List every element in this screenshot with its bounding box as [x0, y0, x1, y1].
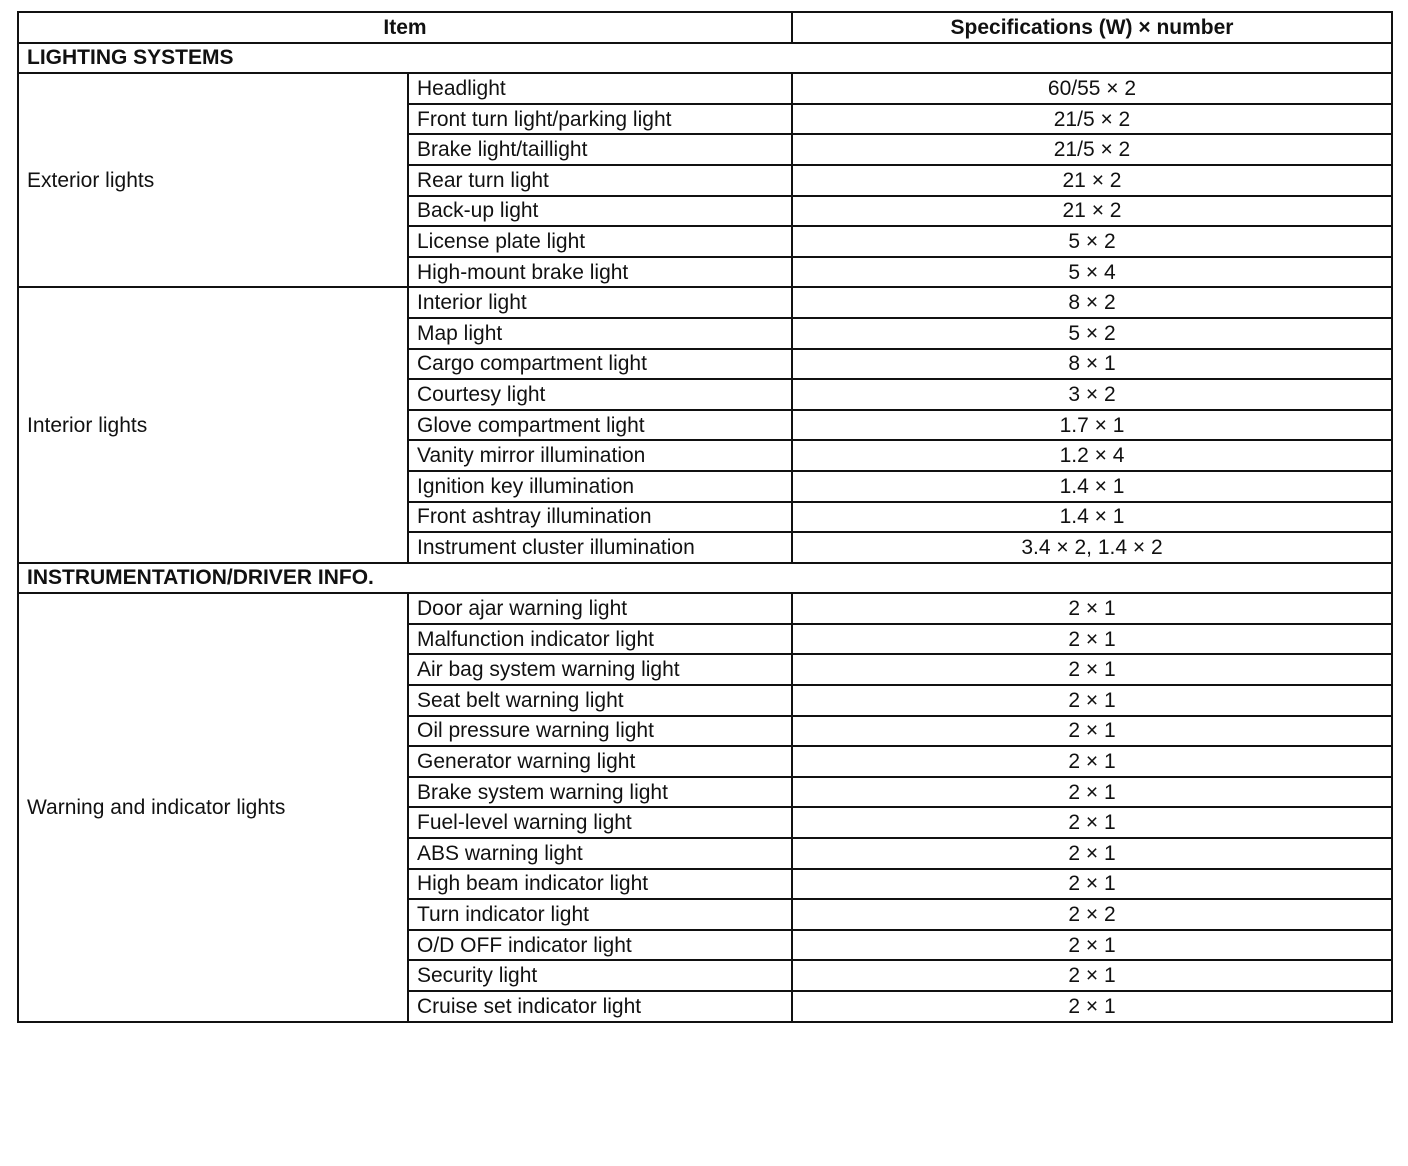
header-row — [18, 12, 1392, 43]
item-cell: Oil pressure warning light — [408, 716, 792, 747]
header-item: Item — [18, 12, 792, 43]
spec-cell: 2 × 2 — [792, 899, 1392, 930]
spec-cell: 5 × 2 — [792, 318, 1392, 349]
item-cell: High-mount brake light — [408, 257, 792, 288]
item-cell: Malfunction indicator light — [408, 624, 792, 655]
item-cell: License plate light — [408, 226, 792, 257]
item-cell: Door ajar warning light — [408, 593, 792, 624]
item-cell: Front turn light/parking light — [408, 104, 792, 135]
spec-cell: 2 × 1 — [792, 807, 1392, 838]
item-cell: Seat belt warning light — [408, 685, 792, 716]
section-row — [18, 563, 1392, 594]
item-cell: O/D OFF indicator light — [408, 930, 792, 961]
group-label: Exterior lights — [18, 73, 408, 287]
spec-cell: 3 × 2 — [792, 379, 1392, 410]
item-cell: Fuel-level warning light — [408, 807, 792, 838]
spec-cell: 2 × 1 — [792, 593, 1392, 624]
spec-cell: 2 × 1 — [792, 716, 1392, 747]
spec-cell: 1.4 × 1 — [792, 502, 1392, 533]
spec-cell: 60/55 × 2 — [792, 73, 1392, 104]
spec-cell: 2 × 1 — [792, 654, 1392, 685]
item-cell: Courtesy light — [408, 379, 792, 410]
spec-cell: 2 × 1 — [792, 685, 1392, 716]
item-cell: Interior light — [408, 287, 792, 318]
section-title: LIGHTING SYSTEMS — [18, 43, 1392, 74]
item-cell: Back-up light — [408, 196, 792, 227]
item-cell: Brake system warning light — [408, 777, 792, 808]
item-cell: Instrument cluster illumination — [408, 532, 792, 563]
spec-cell: 2 × 1 — [792, 838, 1392, 869]
item-cell: Air bag system warning light — [408, 654, 792, 685]
section-title: INSTRUMENTATION/DRIVER INFO. — [18, 563, 1392, 594]
item-cell: Cargo compartment light — [408, 349, 792, 380]
item-cell: ABS warning light — [408, 838, 792, 869]
item-cell: Generator warning light — [408, 746, 792, 777]
spec-cell: 21/5 × 2 — [792, 134, 1392, 165]
item-cell: Security light — [408, 960, 792, 991]
spec-cell: 2 × 1 — [792, 777, 1392, 808]
item-cell: Headlight — [408, 73, 792, 104]
spec-cell: 21 × 2 — [792, 165, 1392, 196]
spec-cell: 21 × 2 — [792, 196, 1392, 227]
spec-cell: 2 × 1 — [792, 930, 1392, 961]
spec-body — [18, 43, 1392, 1022]
spec-cell: 2 × 1 — [792, 869, 1392, 900]
item-cell: Rear turn light — [408, 165, 792, 196]
spec-cell: 1.2 × 4 — [792, 440, 1392, 471]
spec-table — [17, 11, 1393, 1023]
spec-cell: 3.4 × 2, 1.4 × 2 — [792, 532, 1392, 563]
table-row — [18, 593, 1392, 624]
item-cell: Vanity mirror illumination — [408, 440, 792, 471]
item-cell: Ignition key illumination — [408, 471, 792, 502]
spec-cell: 1.7 × 1 — [792, 410, 1392, 441]
spec-cell: 2 × 1 — [792, 991, 1392, 1022]
item-cell: Map light — [408, 318, 792, 349]
group-label: Interior lights — [18, 287, 408, 562]
item-cell: Cruise set indicator light — [408, 991, 792, 1022]
spec-cell: 2 × 1 — [792, 746, 1392, 777]
item-cell: Turn indicator light — [408, 899, 792, 930]
spec-cell: 21/5 × 2 — [792, 104, 1392, 135]
header-spec: Specifications (W) × number — [792, 12, 1392, 43]
spec-cell: 2 × 1 — [792, 960, 1392, 991]
spec-cell: 5 × 4 — [792, 257, 1392, 288]
group-label: Warning and indicator lights — [18, 593, 408, 1021]
item-cell: Glove compartment light — [408, 410, 792, 441]
table-row — [18, 73, 1392, 104]
spec-cell: 1.4 × 1 — [792, 471, 1392, 502]
spec-cell: 2 × 1 — [792, 624, 1392, 655]
item-cell: Front ashtray illumination — [408, 502, 792, 533]
spec-cell: 5 × 2 — [792, 226, 1392, 257]
table-row — [18, 287, 1392, 318]
spec-cell: 8 × 1 — [792, 349, 1392, 380]
item-cell: High beam indicator light — [408, 869, 792, 900]
item-cell: Brake light/taillight — [408, 134, 792, 165]
spec-cell: 8 × 2 — [792, 287, 1392, 318]
section-row — [18, 43, 1392, 74]
